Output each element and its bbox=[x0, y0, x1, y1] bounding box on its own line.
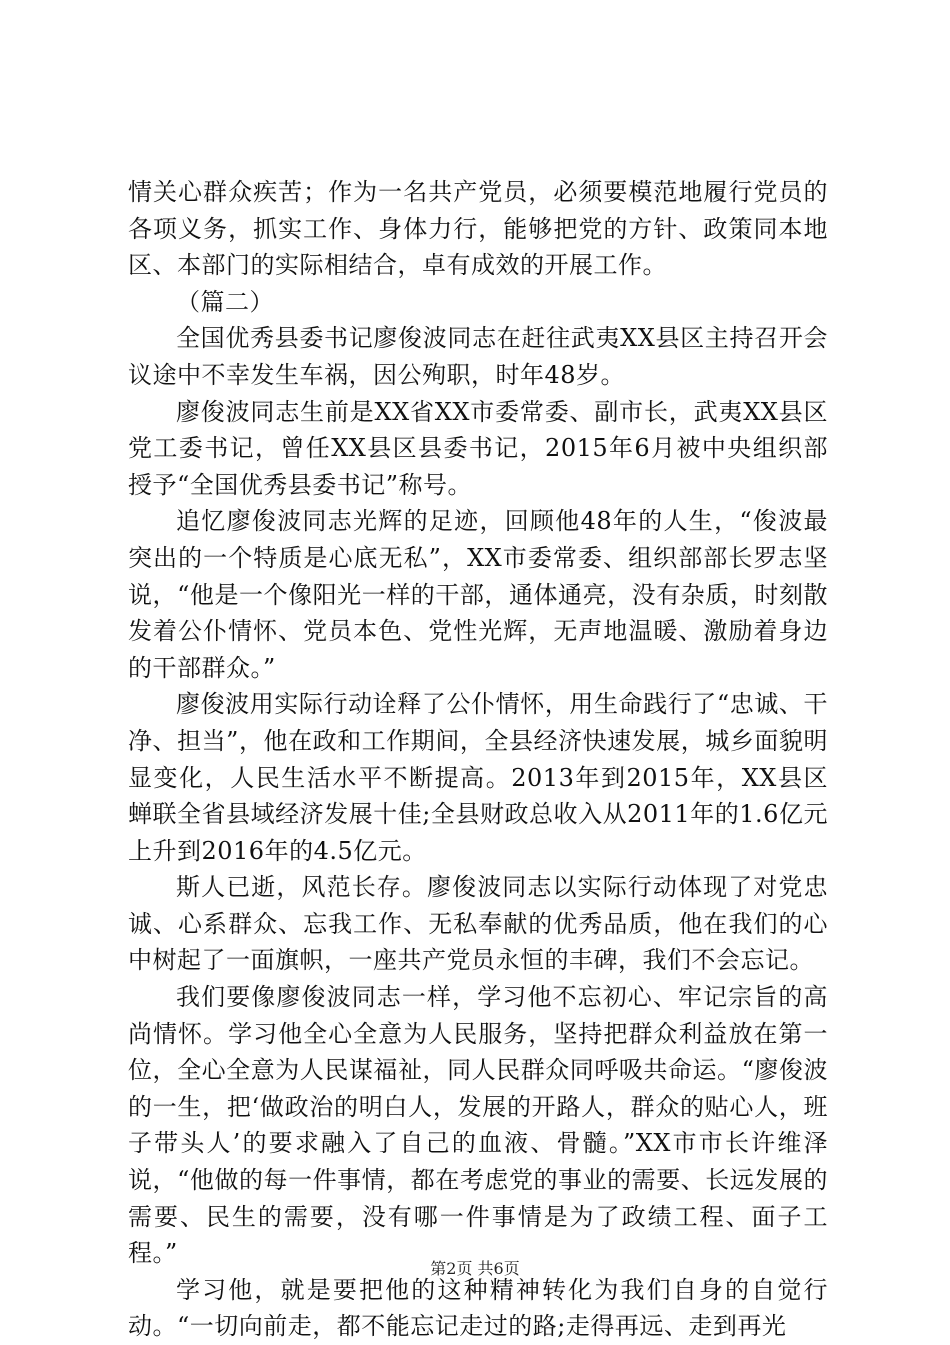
paragraph-2: 全国优秀县委书记廖俊波同志在赶往武夷XX县区主持召开会议途中不幸发生车祸，因公殉职，时年48岁。 bbox=[128, 324, 828, 389]
section-heading: （篇二） bbox=[176, 287, 274, 316]
paragraph-6: 斯人已逝，风范长存。廖俊波同志以实际行动体现了对党忠诚、心系群众、忘我工作、无私奉献的优秀品质，他在我们的心中树起了一面旗帜，一座共产党员永恒的丰碑，我们不会忘记。 bbox=[128, 873, 828, 975]
paragraph-4: 追忆廖俊波同志光辉的足迹，回顾他48年的人生，“俊波最突出的一个特质是心底无私”，XX市委常委、组织部部长罗志坚说，“他是一个像阳光一样的干部，通体通亮，没有杂质，时刻散发着公仆情怀、党员本色、党性光辉，无声地温暖、激励着身边的干部群众。” bbox=[128, 507, 828, 682]
document-body bbox=[128, 174, 828, 1345]
page-footer: 第2页 共6页 bbox=[430, 1259, 520, 1278]
paragraph-5: 廖俊波用实际行动诠释了公仆情怀，用生命践行了“忠诚、干净、担当”，他在政和工作期间，全县经济快速发展，城乡面貌明显变化，人民生活水平不断提高。2013年到2015年，XX县区蝉联全省县域经济发展十佳;全县财政总收入从2011年的1.6亿元上升到2016年的4.5亿元。 bbox=[128, 690, 828, 865]
paragraph-1: 情关心群众疾苦；作为一名共产党员，必须要模范地履行党员的各项义务，抓实工作、身体力行，能够把党的方针、政策同本地区、本部门的实际相结合，卓有成效的开展工作。 bbox=[128, 178, 828, 280]
paragraph-3: 廖俊波同志生前是XX省XX市委常委、副市长，武夷XX县区党工委书记，曾任XX县区县委书记，2015年6月被中央组织部授予“全国优秀县委书记”称号。 bbox=[128, 397, 828, 499]
paragraph-7: 我们要像廖俊波同志一样，学习他不忘初心、牢记宗旨的高尚情怀。学习他全心全意为人民服务，坚持把群众利益放在第一位，全心全意为人民谋福祉，同人民群众同呼吸共命运。“廖俊波的一生，把‘做政治的明白人，发展的开路人，群众的贴心人，班子带头人’的要求融入了自己的血液、骨髓。”XX市市长许维泽说，“他做的每一件事情，都在考虑党的事业的需要、长远发展的需要、民生的需要，没有哪一件事情是为了政绩工程、面子工程。” bbox=[128, 983, 828, 1268]
paragraph-8: 学习他，就是要把他的这种精神转化为我们自身的自觉行动。“一切向前走，都不能忘记走过的路;走得再远、走到再光 bbox=[128, 1275, 828, 1341]
